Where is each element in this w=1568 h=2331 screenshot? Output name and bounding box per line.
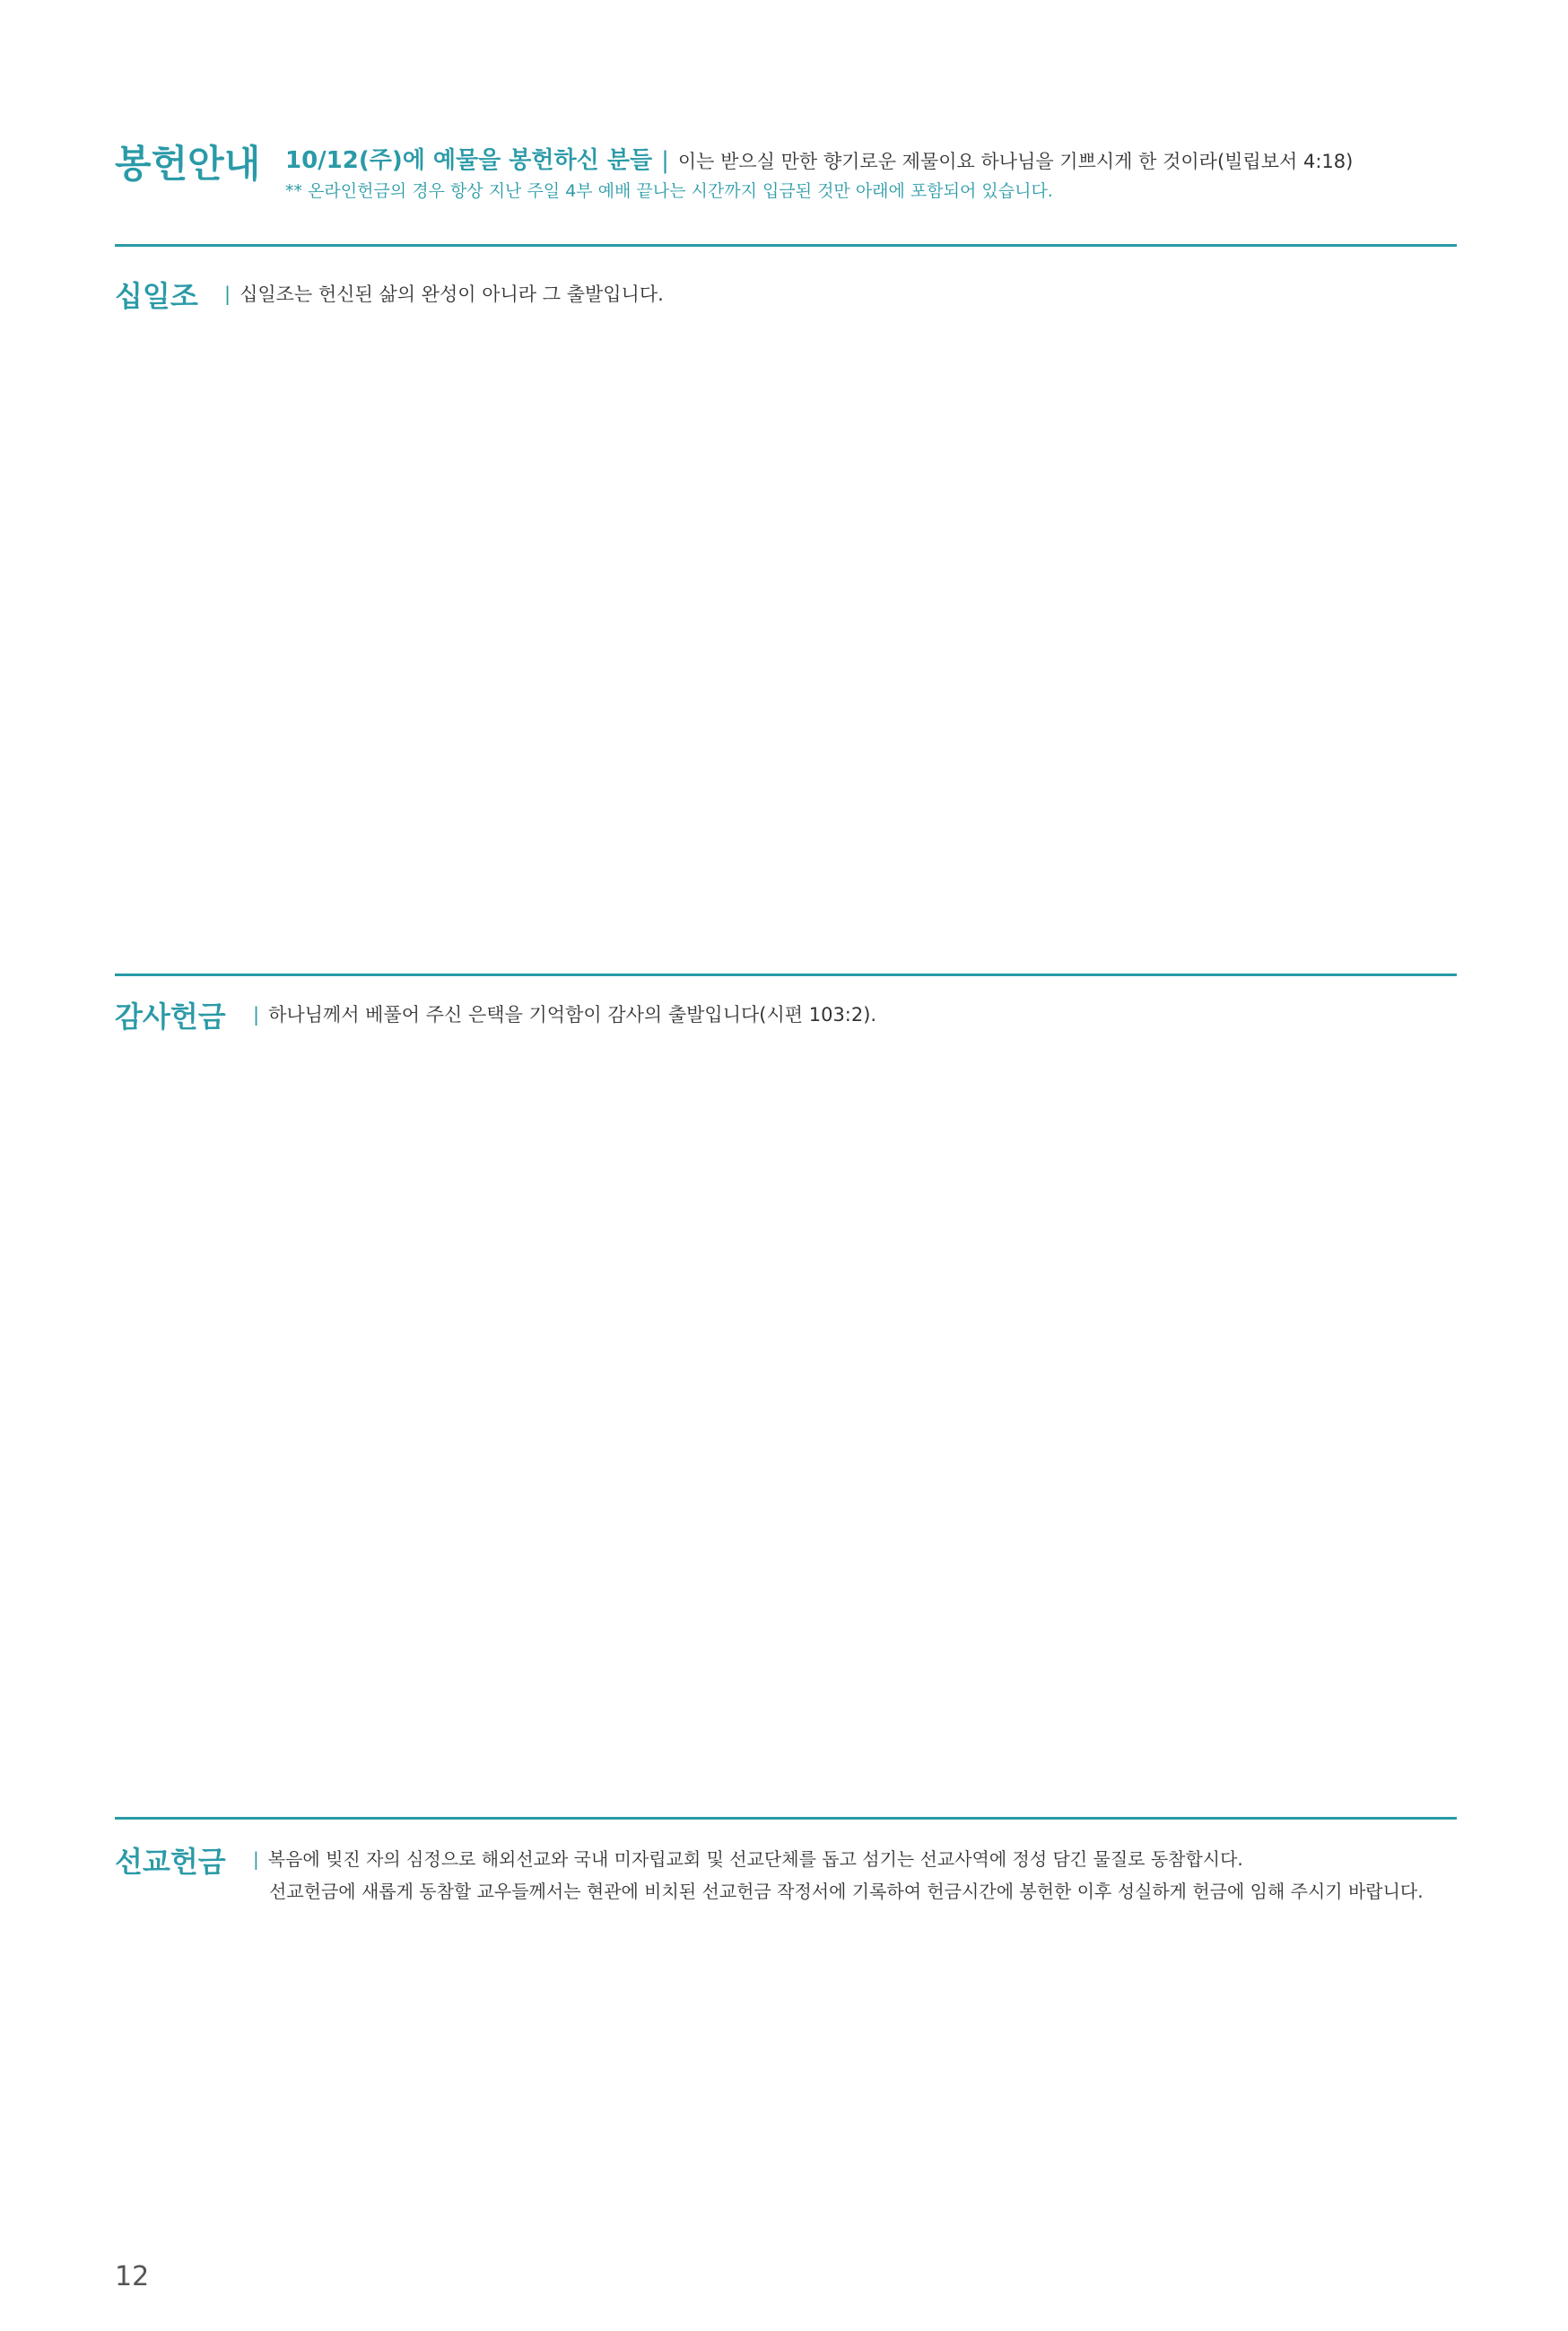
mission-desc-line2: 선교헌금에 새롭게 동참할 교우들께서는 현관에 비치된 선교헌금 작정서에 기록하여 헌금시간에 봉헌한 이후 성실하게 헌금에 임해 주시기 바랍니다. [269,1881,1424,1902]
mission-desc-line1 [244,1845,1243,1871]
thanks-desc-text: 하나님께서 베풀어 주신 은택을 기억함이 감사의 출발입니다(시편 103:2). [268,1004,877,1026]
mission-title: 선교헌금 [115,1845,226,1879]
thanks-donor-list [115,1052,1457,1724]
separator: | [661,147,669,174]
tithe-desc [215,280,664,307]
separator: | [253,1004,260,1026]
offering-date-heading: 10/12(주)에 예물을 봉헌하신 분들 [285,147,653,174]
page-number: 12 [115,2261,150,2292]
online-offering-note: ** 온라인헌금의 경우 항상 지난 주일 4부 예배 끝나는 시간까지 입금된 것만 아래에 포함되어 있습니다. [285,181,1053,201]
separator: | [224,284,231,305]
thanks-desc [244,1000,876,1027]
mission-donor-list [115,1929,1457,2198]
tithe-title: 십일조 [115,279,198,313]
divider [115,244,1457,247]
tithe-donor-list [115,332,1457,888]
offering-lead [285,142,1353,175]
separator: | [253,1848,259,1870]
thanks-title: 감사헌금 [115,1000,226,1034]
mission-desc1-text: 복음에 빚진 자의 심정으로 해외선교와 국내 미자립교회 및 선교단체를 돕고 섬기는 선교사역에 정성 담긴 물질로 동참합시다. [267,1848,1243,1870]
tithe-desc-text: 십일조는 헌신된 삶의 완성이 아니라 그 출발입니다. [240,284,664,305]
divider [115,973,1457,976]
divider [115,1817,1457,1820]
offering-title: 봉헌안내 [115,142,261,186]
offering-verse: 이는 받으실 만한 향기로운 제물이요 하나님을 기쁘시게 한 것이라(빌립보서 4:18) [677,151,1354,172]
